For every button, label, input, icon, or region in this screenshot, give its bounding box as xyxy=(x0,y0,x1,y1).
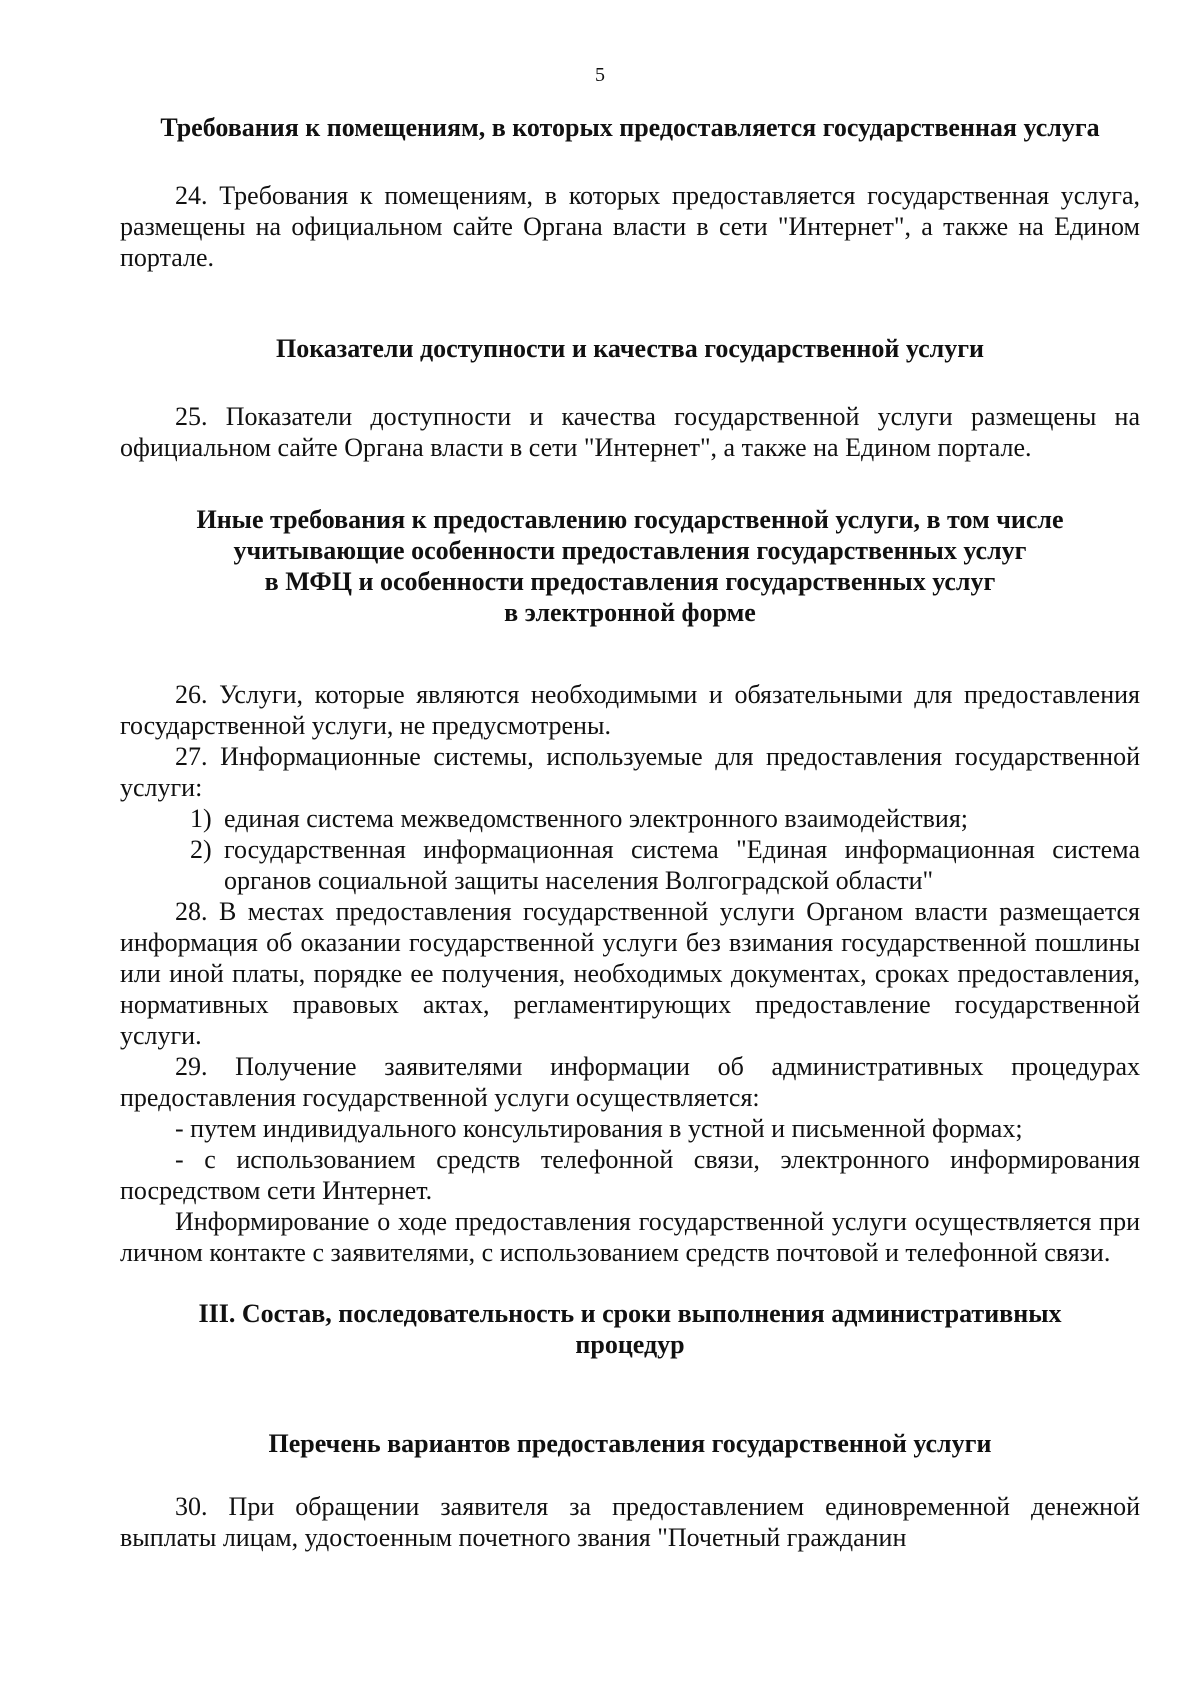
page-number: 5 xyxy=(595,64,605,86)
list-item xyxy=(120,803,1140,834)
list-text: государственная информационная система "Единая информационная система органов социальной защиты населения Волгоградской области" xyxy=(224,835,1140,895)
paragraph-30: 30. При обращении заявителя за предоставлением единовременной денежной выплаты лицам, удостоенным почетного звания "Почетный гражданин xyxy=(120,1492,1140,1552)
list-number: 2) xyxy=(190,835,212,864)
heading-line: в электронной форме xyxy=(504,598,756,627)
section-heading-quality: Показатели доступности и качества государственной услуги xyxy=(275,334,985,363)
section-heading-premises: Требования к помещениям, в которых предоставляется государственная услуга xyxy=(160,113,1100,142)
heading-line: III. Состав, последовательность и сроки выполнения административных xyxy=(198,1299,1062,1328)
paragraph-28: 28. В местах предоставления государственной услуги Органом власти размещается информация об оказании государственной услуги без взимания государственной пошлины или иной платы, порядке ее получения, необходимых документах, сроках предоставления, нормативных правовых актах, регламентирующих предоставление государственной услуги. xyxy=(120,897,1140,1050)
section-heading-other-requirements xyxy=(120,504,1140,628)
paragraph-26: 26. Услуги, которые являются необходимыми и обязательными для предоставления государственной услуги, не предусмотрены. xyxy=(120,680,1140,740)
heading-line: процедур xyxy=(575,1330,685,1359)
heading-line: учитывающие особенности предоставления государственных услуг xyxy=(233,536,1027,565)
dash-item-telephone: - с использованием средств телефонной связи, электронного информирования посредством сети Интернет. xyxy=(120,1145,1140,1205)
paragraph-27: 27. Информационные системы, используемые для предоставления государственной услуги: xyxy=(120,742,1140,802)
paragraph-25: 25. Показатели доступности и качества государственной услуги размещены на официальном сайте Органа власти в сети "Интернет", а также на Едином портале. xyxy=(120,402,1140,462)
heading-line: Иные требования к предоставлению государственной услуги, в том числе xyxy=(196,505,1064,534)
dash-item-consulting: - путем индивидуального консультирования в устной и письменной формах; xyxy=(175,1114,1023,1143)
list-text: единая система межведомственного электронного взаимодействия; xyxy=(224,804,969,833)
paragraph-24: 24. Требования к помещениям, в которых предоставляется государственная услуга, размещены на официальном сайте Органа власти в сети "Интернет", а также на Едином портале. xyxy=(120,181,1140,272)
section-heading-chapter-3 xyxy=(120,1298,1140,1360)
section-heading-variants: Перечень вариантов предоставления государственной услуги xyxy=(268,1429,992,1458)
list-item xyxy=(120,834,1140,896)
list-number: 1) xyxy=(190,804,212,833)
heading-line: в МФЦ и особенности предоставления государственных услуг xyxy=(264,567,996,596)
paragraph-informing: Информирование о ходе предоставления государственной услуги осуществляется при личном контакте с заявителями, с использованием средств почтовой и телефонной связи. xyxy=(120,1207,1140,1267)
document-body xyxy=(120,112,1140,1553)
paragraph-29: 29. Получение заявителями информации об административных процедурах предоставления государственной услуги осуществляется: xyxy=(120,1052,1140,1112)
